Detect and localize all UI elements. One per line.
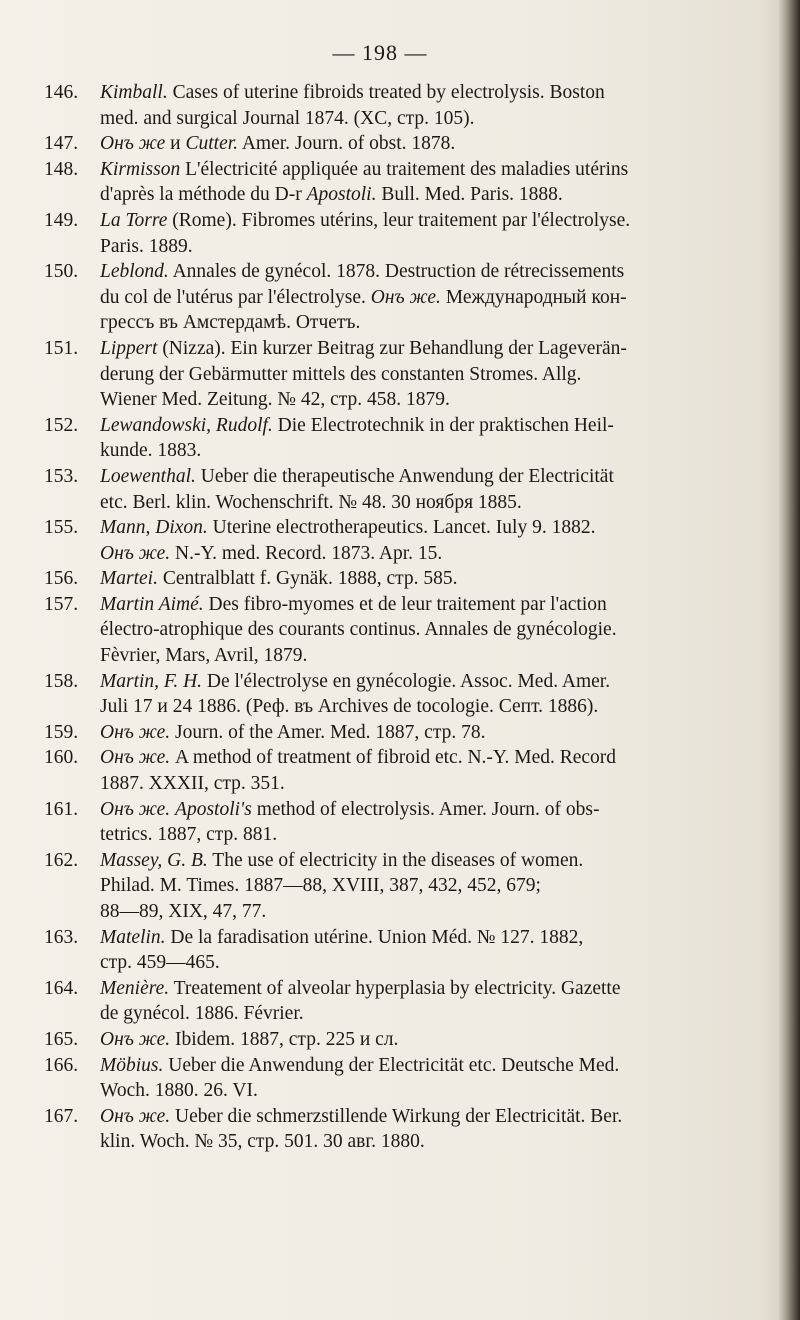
bibliography-entry bbox=[44, 131, 764, 157]
entry-segment: d'après la méthode du D-r bbox=[100, 184, 307, 206]
entry-author-italic: La Torre bbox=[100, 209, 168, 231]
entry-segment: de gynécol. 1886. Février. bbox=[100, 1003, 304, 1025]
entry-text bbox=[100, 592, 764, 669]
bibliography-entry bbox=[44, 848, 764, 925]
bibliography-entry bbox=[44, 720, 764, 746]
entry-line bbox=[100, 490, 764, 516]
entry-segment: Journ. of the Amer. Med. 1887, стр. 78. bbox=[170, 721, 486, 743]
bibliography-entry bbox=[44, 797, 764, 848]
entry-text bbox=[100, 566, 764, 592]
entry-line bbox=[100, 157, 764, 183]
entry-number: 160. bbox=[44, 747, 79, 769]
entry-segment: klin. Woch. № 35, стр. 501. 30 авг. 1880. bbox=[100, 1131, 425, 1153]
bibliography-entry bbox=[44, 208, 764, 259]
entry-number: 146. bbox=[44, 82, 79, 103]
entry-author-italic: Leblond. bbox=[100, 261, 169, 283]
page-number: — 198 — bbox=[332, 40, 428, 65]
entry-line bbox=[100, 873, 764, 899]
entry-number: 158. bbox=[44, 670, 79, 692]
entry-text bbox=[100, 464, 764, 515]
entry-line bbox=[100, 1078, 764, 1104]
entry-author-italic: Онъ же. bbox=[100, 542, 171, 564]
bibliography-entry bbox=[44, 1053, 764, 1104]
entry-text bbox=[100, 515, 764, 566]
entry-line bbox=[100, 694, 764, 720]
entry-segment: стр. 459—465. bbox=[100, 952, 220, 974]
entry-author-italic: Kirmisson bbox=[100, 158, 181, 180]
entry-line bbox=[100, 515, 764, 541]
entry-author-italic: Онъ же. bbox=[100, 1028, 171, 1050]
entry-text bbox=[100, 131, 764, 157]
bibliography-entry bbox=[44, 413, 764, 464]
entry-line bbox=[100, 566, 764, 592]
entry-text bbox=[100, 797, 764, 848]
entry-line bbox=[100, 106, 764, 132]
entry-segment: Ueber die schmerzstillende Wirkung der Electricität. Ber. bbox=[170, 1105, 623, 1127]
entry-line bbox=[100, 413, 764, 439]
entry-line bbox=[100, 1104, 764, 1130]
entry-line bbox=[100, 131, 764, 157]
entry-text bbox=[100, 1104, 764, 1155]
entry-line bbox=[100, 848, 764, 874]
entry-number: 151. bbox=[44, 337, 79, 359]
entry-segment: (Nizza). Ein kurzer Beitrag zur Behandlung der Lageverän- bbox=[157, 337, 627, 359]
bibliography-entry bbox=[44, 592, 764, 669]
entry-segment: Des fibro-myomes et de leur traitement par l'action bbox=[203, 593, 607, 615]
entry-text bbox=[100, 745, 764, 796]
entry-text bbox=[100, 413, 764, 464]
entry-segment: Fèvrier, Mars, Avril, 1879. bbox=[100, 645, 308, 667]
entry-text bbox=[100, 669, 764, 720]
entry-line bbox=[100, 925, 764, 951]
entry-line bbox=[100, 1001, 764, 1027]
entry-segment: Ueber die Anwendung der Electricität etc. Deutsche Med. bbox=[163, 1054, 620, 1076]
entry-segment: De l'électrolyse en gynécologie. Assoc. Med. Amer. bbox=[202, 670, 611, 692]
entry-line bbox=[100, 950, 764, 976]
bibliography-entry bbox=[44, 1104, 764, 1155]
entry-number: 148. bbox=[44, 158, 79, 180]
entry-number: 167. bbox=[44, 1105, 79, 1127]
bibliography-entry bbox=[44, 515, 764, 566]
entry-segment: The use of electricity in the diseases of women. bbox=[207, 849, 584, 871]
entry-line bbox=[100, 669, 764, 695]
entry-line bbox=[100, 1053, 764, 1079]
entry-author-italic: Онъ же bbox=[100, 133, 166, 155]
entry-segment: Philad. M. Times. 1887—88, XVIII, 387, 432, 452, 679; bbox=[100, 875, 541, 897]
entry-segment: Paris. 1889. bbox=[100, 235, 193, 257]
page-edge-shadow bbox=[778, 0, 800, 1320]
entry-segment: и bbox=[165, 133, 186, 155]
entry-author-italic: Apostoli. bbox=[306, 184, 377, 206]
bibliography-entry bbox=[44, 1027, 764, 1053]
entry-segment: Juli 17 и 24 1886. (Реф. въ Archives de tocologie. Септ. 1886). bbox=[100, 696, 599, 718]
entry-segment: derung der Gebärmutter mittels des constanten Stromes. Allg. bbox=[100, 363, 582, 385]
entry-line bbox=[100, 464, 764, 490]
entry-segment: Amer. Journ. of obst. 1878. bbox=[238, 133, 456, 155]
entry-segment: Annales de gynécol. 1878. Destruction de rétrecissements bbox=[168, 261, 625, 283]
entry-line bbox=[100, 234, 764, 260]
entry-number: 164. bbox=[44, 977, 79, 999]
entry-segment: (Rome). Fibromes utérins, leur traitement par l'électrolyse. bbox=[167, 209, 631, 231]
entry-line bbox=[100, 1027, 764, 1053]
entry-text bbox=[100, 976, 764, 1027]
entry-author-italic: Möbius. bbox=[100, 1054, 164, 1076]
entry-text bbox=[100, 259, 764, 336]
entry-text bbox=[100, 925, 764, 976]
entry-line bbox=[100, 310, 764, 336]
entry-line bbox=[100, 387, 764, 413]
bibliography-entry bbox=[44, 745, 764, 796]
entry-segment: Uterine electrotherapeutics. Lancet. Iuly 9. 1882. bbox=[207, 517, 596, 539]
entry-line bbox=[100, 362, 764, 388]
entry-segment: грессъ въ Амстердамѣ. Отчетъ. bbox=[100, 312, 361, 334]
entry-segment: N.-Y. med. Record. 1873. Apr. 15. bbox=[170, 542, 443, 564]
entry-segment: med. and surgical Journal 1874. (XC, стр. 105). bbox=[100, 107, 475, 129]
entry-segment: A method of treatment of fibroid etc. N.-Y. Med. Record bbox=[170, 747, 617, 769]
entry-line bbox=[100, 336, 764, 362]
entry-number: 163. bbox=[44, 926, 79, 948]
entry-line bbox=[100, 976, 764, 1002]
entry-segment: Treatement of alveolar hyperplasia by electricity. Gazette bbox=[169, 977, 621, 999]
bibliography-list bbox=[44, 80, 764, 1155]
bibliography-entry bbox=[44, 464, 764, 515]
entry-text bbox=[100, 720, 764, 746]
entry-segment: Ueber die therapeutische Anwendung der Electricität bbox=[195, 465, 614, 487]
entry-segment: etc. Berl. klin. Wochenschrift. № 48. 30 ноября 1885. bbox=[100, 491, 522, 513]
entry-line bbox=[100, 259, 764, 285]
entry-segment: Centralblatt f. Gynäk. 1888, стр. 585. bbox=[157, 568, 458, 590]
entry-line bbox=[100, 541, 764, 567]
entry-text bbox=[100, 848, 764, 925]
entry-segment: L'électricité appliquée au traitement des maladies utérins bbox=[180, 158, 629, 180]
bibliography-entry bbox=[44, 669, 764, 720]
entry-number: 165. bbox=[44, 1028, 79, 1050]
entry-author-italic: Cutter. bbox=[185, 133, 239, 155]
entry-author-italic: Онъ же. bbox=[100, 747, 171, 769]
entry-number: 147. bbox=[44, 133, 79, 155]
bibliography-entry bbox=[44, 925, 764, 976]
entry-line bbox=[100, 643, 764, 669]
entry-line bbox=[100, 771, 764, 797]
entry-author-italic: Martei. bbox=[100, 568, 158, 590]
entry-segment: kunde. 1883. bbox=[100, 440, 202, 462]
entry-number: 150. bbox=[44, 261, 79, 283]
entry-author-italic: Martin, F. H. bbox=[100, 670, 203, 692]
entry-segment: Cases of uterine fibroids treated by electrolysis. Boston bbox=[167, 82, 605, 103]
entry-text bbox=[100, 80, 764, 131]
entry-text bbox=[100, 1053, 764, 1104]
entry-author-italic: Martin Aimé. bbox=[100, 593, 204, 615]
entry-author-italic: Онъ же. Apostoli's bbox=[100, 798, 252, 820]
entry-segment: 88—89, XIX, 47, 77. bbox=[100, 901, 267, 922]
entry-line bbox=[100, 438, 764, 464]
entry-number: 166. bbox=[44, 1054, 79, 1076]
entry-line bbox=[100, 822, 764, 848]
entry-line bbox=[100, 285, 764, 311]
entry-author-italic: Онъ же. bbox=[100, 1105, 171, 1127]
entry-segment: De la faradisation utérine. Union Méd. № 127. 1882, bbox=[165, 926, 584, 948]
entry-author-italic: Онъ же. bbox=[370, 286, 441, 308]
entry-author-italic: Lewandowski, Rudolf. bbox=[100, 414, 273, 436]
entry-text bbox=[100, 1027, 764, 1053]
entry-author-italic: Matelin. bbox=[100, 926, 166, 948]
entry-number: 149. bbox=[44, 209, 79, 231]
entry-line bbox=[100, 80, 764, 106]
entry-number: 156. bbox=[44, 568, 79, 590]
entry-number: 159. bbox=[44, 721, 79, 743]
entry-segment: 1887. XXXII, стр. 351. bbox=[100, 773, 285, 795]
entry-line bbox=[100, 208, 764, 234]
entry-segment: Die Electrotechnik in der praktischen Heil- bbox=[272, 414, 614, 436]
entry-segment: tetrics. 1887, стр. 881. bbox=[100, 824, 278, 846]
entry-segment: method of electrolysis. Amer. Journ. of obs- bbox=[251, 798, 600, 820]
entry-line bbox=[100, 797, 764, 823]
entry-segment: Bull. Med. Paris. 1888. bbox=[376, 184, 563, 206]
bibliography-entry bbox=[44, 566, 764, 592]
entry-number: 162. bbox=[44, 849, 79, 871]
entry-author-italic: Menière. bbox=[100, 977, 170, 999]
entry-number: 157. bbox=[44, 593, 79, 615]
entry-line bbox=[100, 745, 764, 771]
entry-line bbox=[100, 592, 764, 618]
entry-line bbox=[100, 617, 764, 643]
entry-number: 153. bbox=[44, 465, 79, 487]
bibliography-entry bbox=[44, 80, 764, 131]
entry-number: 155. bbox=[44, 517, 79, 539]
entry-segment: du col de l'utérus par l'électrolyse. bbox=[100, 286, 371, 308]
entry-segment: Wiener Med. Zeitung. № 42, стр. 458. 1879. bbox=[100, 389, 450, 411]
entry-segment: Международный кон- bbox=[440, 286, 627, 308]
entry-line bbox=[100, 182, 764, 208]
entry-segment: Ibidem. 1887, стр. 225 и сл. bbox=[170, 1028, 399, 1050]
entry-author-italic: Mann, Dixon. bbox=[100, 517, 208, 539]
entry-text bbox=[100, 336, 764, 413]
entry-author-italic: Massey, G. B. bbox=[100, 849, 208, 871]
entry-author-italic: Loewenthal. bbox=[100, 465, 196, 487]
bibliography-entry bbox=[44, 976, 764, 1027]
entry-line bbox=[100, 720, 764, 746]
entry-segment: Woch. 1880. 26. VI. bbox=[100, 1080, 258, 1102]
entry-line bbox=[100, 1129, 764, 1155]
bibliography-entry bbox=[44, 259, 764, 336]
entry-author-italic: Kimball. bbox=[100, 82, 168, 103]
entry-author-italic: Lippert bbox=[100, 337, 158, 359]
entry-segment: électro-atrophique des courants continus. Annales de gynécologie. bbox=[100, 619, 617, 641]
bibliography-entry bbox=[44, 336, 764, 413]
entry-author-italic: Онъ же. bbox=[100, 721, 171, 743]
entry-text bbox=[100, 208, 764, 259]
entry-text bbox=[100, 157, 764, 208]
entry-number: 152. bbox=[44, 414, 79, 436]
entry-line bbox=[100, 899, 764, 925]
entry-number: 161. bbox=[44, 798, 79, 820]
bibliography-entry bbox=[44, 157, 764, 208]
